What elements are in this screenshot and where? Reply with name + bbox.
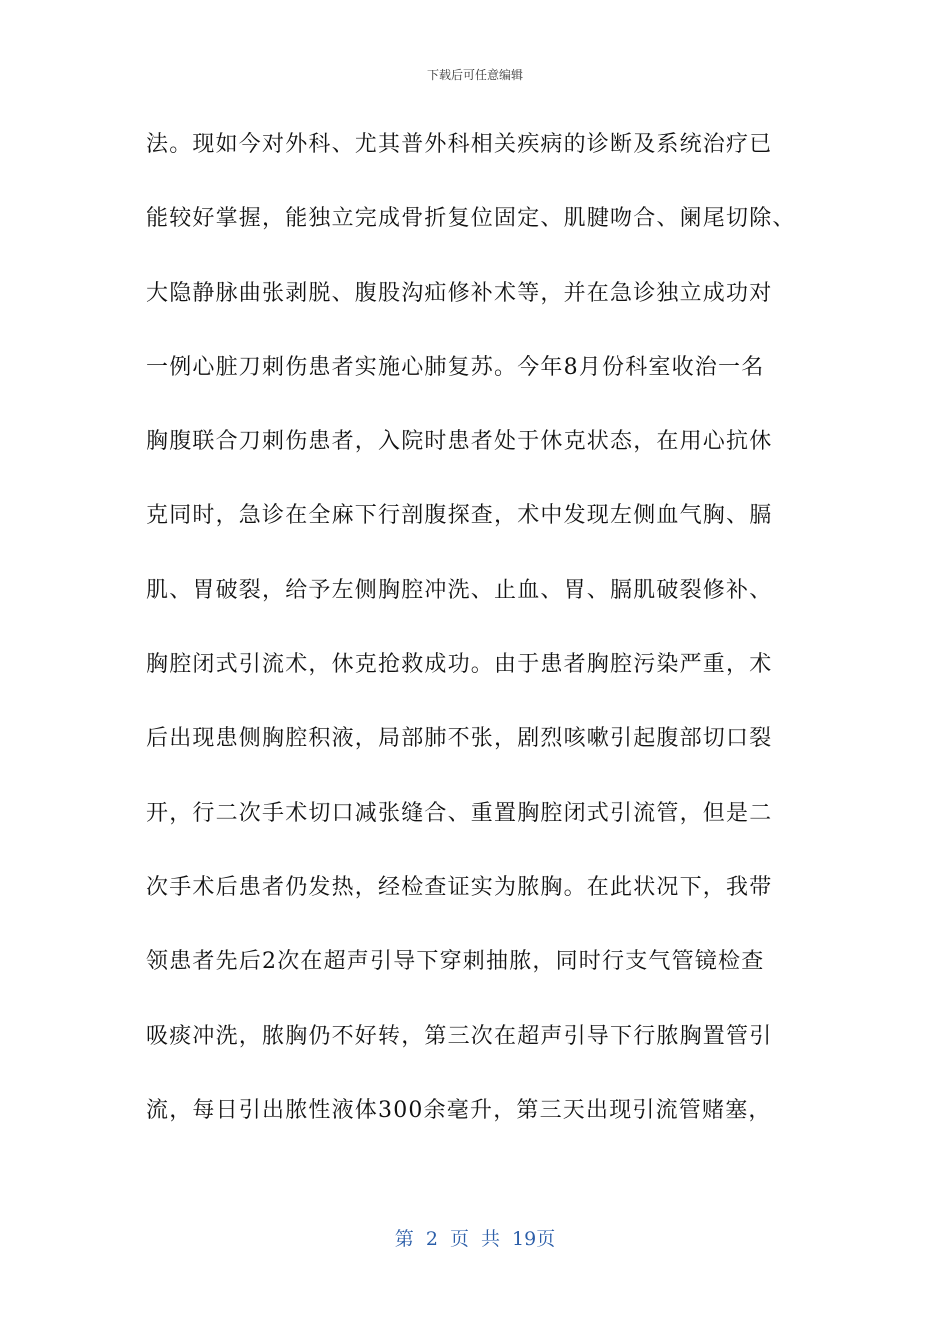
page-number: 第 2 页 共 19页: [394, 1228, 556, 1250]
body-line: 大隐静脉曲张剥脱、腹股沟疝修补术等，并在急诊独立成功对: [146, 280, 773, 306]
body-line: 能较好掌握，能独立完成骨折复位固定、肌腱吻合、阑尾切除、: [146, 206, 796, 232]
body-line: 肌、胃破裂，给予左侧胸腔冲洗、止血、胃、膈肌破裂修补、: [146, 577, 773, 603]
body-line: 一例心脏刀刺伤患者实施心肺复苏。今年8月份科室收治一名: [146, 354, 765, 380]
body-line: 克同时，急诊在全麻下行剖腹探查，术中发现左侧血气胸、膈: [146, 503, 773, 529]
body-text: [146, 126, 826, 1166]
body-line: 吸痰冲洗，脓胸仍不好转，第三次在超声引导下行脓胸置管引: [146, 1023, 773, 1049]
body-line: 后出现患侧胸腔积液，局部肺不张，剧烈咳嗽引起腹部切口裂: [146, 726, 773, 752]
body-line: 流，每日引出脓性液体300余毫升，第三天出现引流管赌塞，: [146, 1097, 772, 1123]
body-line: 次手术后患者仍发热，经检查证实为脓胸。在此状况下，我带: [146, 874, 773, 900]
body-line: 法。现如今对外科、尤其普外科相关疾病的诊断及系统治疗已: [146, 132, 773, 157]
body-line: 胸腔闭式引流术，休克抢救成功。由于患者胸腔污染严重，术: [146, 652, 773, 678]
header-note: 下载后可任意编辑: [426, 68, 523, 82]
body-line: 领患者先后2次在超声引导下穿刺抽脓，同时行支气管镜检查: [146, 949, 765, 975]
body-line: 胸腹联合刀刺伤患者，入院时患者处于休克状态，在用心抗休: [146, 429, 773, 455]
body-line: 开，行二次手术切口减张缝合、重置胸腔闭式引流管，但是二: [146, 800, 773, 826]
